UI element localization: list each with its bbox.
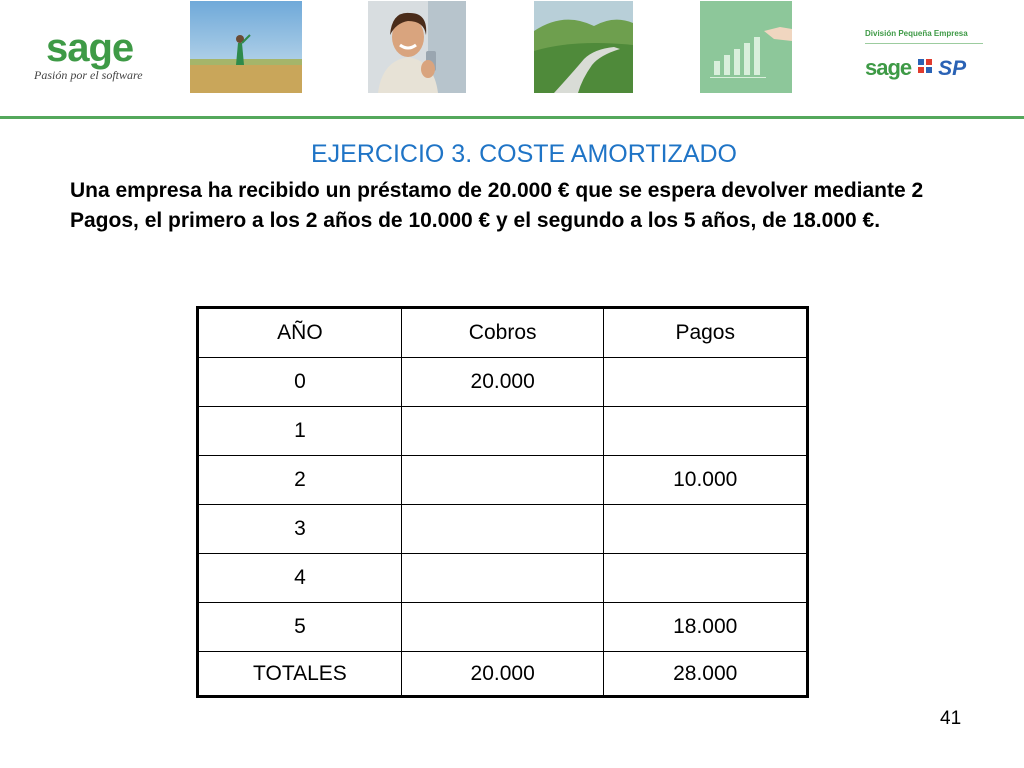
year-cell: 1: [198, 407, 402, 456]
table-header-row: [198, 308, 808, 358]
column-header-cobros: Cobros: [401, 308, 604, 358]
header: [0, 0, 1024, 118]
table-row: [198, 505, 808, 554]
page-number: 41: [940, 708, 962, 729]
pagos-cell: [604, 358, 808, 407]
exercise-statement: Una empresa ha recibido un préstamo de 20.000 € que se espera devolver mediante 2 Pagos, el primero a los 2 años de 10.000 € y el segundo a los 5 años, de 18.000 €.: [70, 179, 924, 232]
payments-table: [196, 306, 809, 698]
totals-cobros: 20.000: [401, 652, 604, 697]
cobros-cell: [401, 505, 604, 554]
column-header-year: AÑO: [198, 308, 402, 358]
totals-row: [198, 652, 808, 697]
photo-winding-road: [534, 1, 633, 93]
totals-label: TOTALES: [198, 652, 402, 697]
cobros-cell: [401, 456, 604, 505]
slide-title: EJERCICIO 3. COSTE AMORTIZADO: [311, 140, 737, 168]
sp-logo-text: SP: [938, 57, 967, 80]
sage-logo-text: sage: [46, 26, 134, 70]
table-row: [198, 456, 808, 505]
header-divider: [0, 116, 1024, 119]
table-row: [198, 407, 808, 456]
division-logo-block: [865, 29, 983, 80]
column-header-pagos: Pagos: [604, 308, 808, 358]
totals-pagos: 28.000: [604, 652, 808, 697]
cobros-cell: [401, 407, 604, 456]
sage-sp-logo: [865, 55, 966, 81]
pagos-cell: [604, 505, 808, 554]
sage-small-logo-text: sage: [865, 55, 912, 80]
division-title: División Pequeña Empresa: [865, 29, 968, 38]
table-row: [198, 358, 808, 407]
photo-woman-phone: [368, 1, 466, 93]
year-cell: 0: [198, 358, 402, 407]
pagos-cell: 10.000: [604, 456, 808, 505]
division-divider: [865, 43, 983, 44]
cobros-cell: [401, 603, 604, 652]
cobros-cell: 20.000: [401, 358, 604, 407]
sage-tagline: Pasión por el software: [34, 68, 143, 82]
pagos-cell: 18.000: [604, 603, 808, 652]
sage-logo: [46, 28, 133, 68]
year-cell: 4: [198, 554, 402, 603]
photo-field-woman: [190, 1, 302, 93]
cobros-cell: [401, 554, 604, 603]
photo-growth-chart: [700, 1, 792, 93]
table-row: [198, 554, 808, 603]
year-cell: 2: [198, 456, 402, 505]
table-row: [198, 603, 808, 652]
year-cell: 5: [198, 603, 402, 652]
year-cell: 3: [198, 505, 402, 554]
pagos-cell: [604, 554, 808, 603]
sp-plus-icon: [918, 59, 932, 73]
pagos-cell: [604, 407, 808, 456]
